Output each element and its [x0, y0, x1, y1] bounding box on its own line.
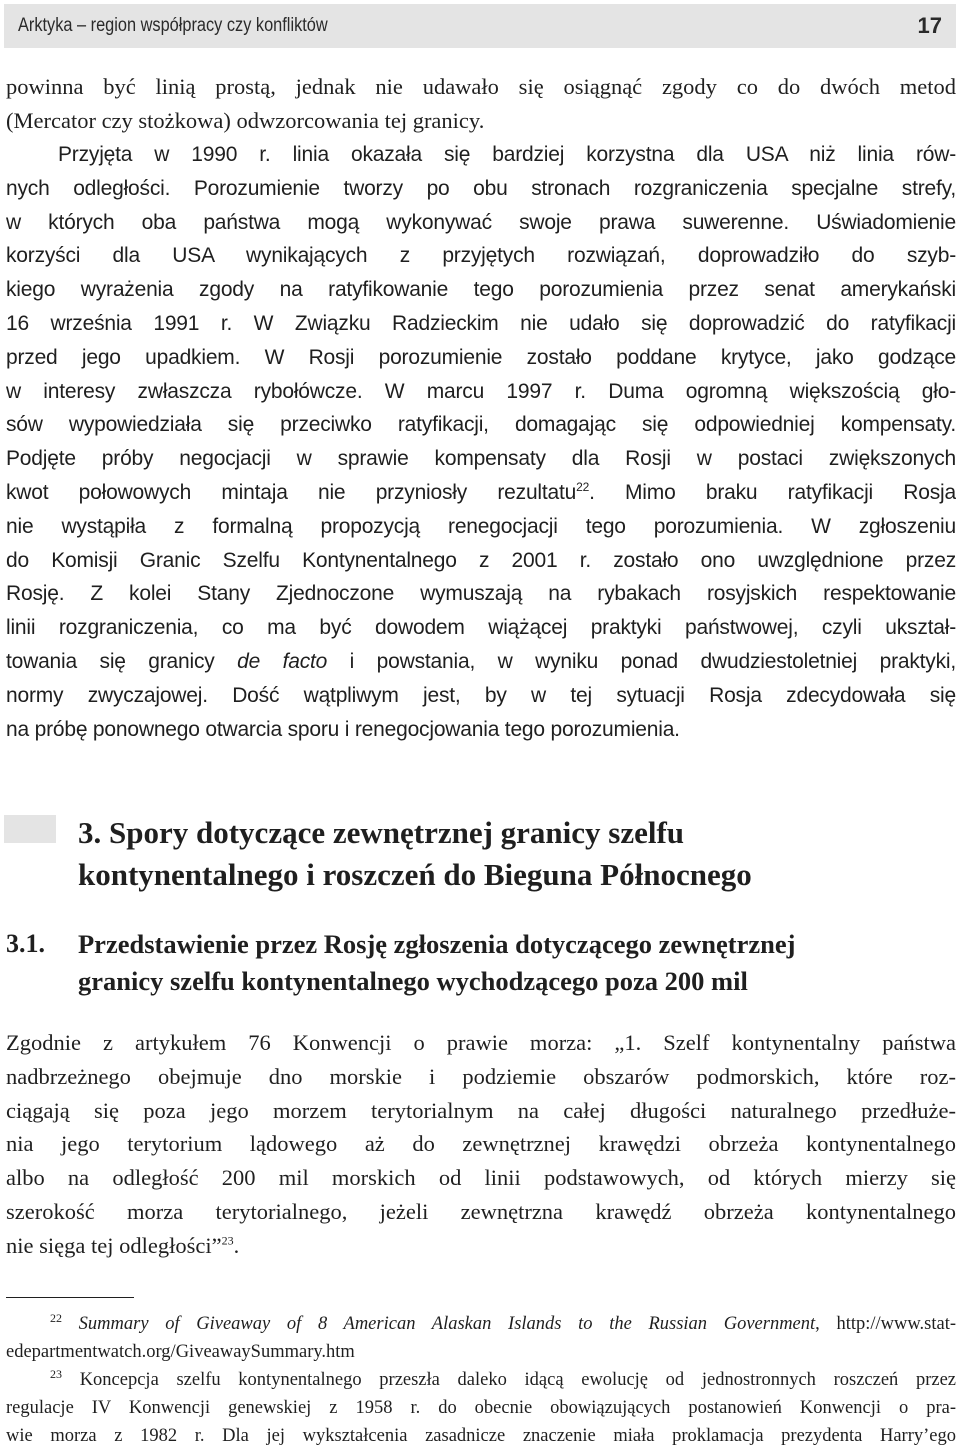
footnote-link[interactable]: edepartmentwatch.org/GiveawaySummary.htm [6, 1342, 355, 1362]
footnote-ref-22[interactable]: 22 [576, 479, 590, 494]
heading-line: 3. Spory dotyczące zewnętrznej granicy szelfu [78, 815, 685, 850]
text-line [6, 1229, 956, 1263]
text-line: nie wystąpiła z formalną propozycją renegocjacji tego porozumienia. W zgłoszeniu [6, 514, 956, 538]
text-line: 16 września 1991 r. W Związku Radzieckim nie udało się doprowadzić do ratyfikacji [6, 311, 956, 335]
footnote-line: regulacje IV Konwencji genewskiej z 1958 r. do obecnie obowiązujących postanowień Konwencji o pra- [6, 1398, 956, 1418]
text-line: normy zwyczajowej. Dość wątpliwym jest, by w tej sytuacji Rosja zdecydowała się [6, 683, 956, 707]
text-line: Rosję. Z kolei Stany Zjednoczone wymuszają na rybakach rosyjskich respektowanie [6, 582, 956, 606]
text-line [6, 645, 956, 679]
footnote-23 [6, 1366, 956, 1450]
text-fragment: . [233, 1232, 240, 1258]
text-line: Podjęte próby negocjacji w sprawie kompensaty dla Rosji w postaci zwiększonych [6, 447, 956, 471]
paragraph-2 [6, 138, 956, 746]
text-line: Przyjęta w 1990 r. linia okazała się bardziej korzystna dla USA niż linia rów- [58, 143, 956, 166]
text-line: Zgodnie z artykułem 76 Konwencji o prawie morza: „1. Szelf kontynentalny państwa [6, 1030, 956, 1055]
text-line: przed jego upadkiem. W Rosji porozumienie zostało poddane krytyce, jako godzące [6, 345, 956, 369]
section-marker [4, 815, 56, 843]
section-3-1-number: 3.1. [6, 929, 45, 958]
running-header [4, 4, 956, 48]
text-line: (Mercator czy stożkowa) odwzorcowania tej granicy. [6, 107, 485, 133]
text-line: w interesy zwłaszcza rybołówcze. W marcu 1997 r. Duma ogromną większością gło- [6, 379, 956, 403]
text-line: albo na odległość 200 mil morskich od linii podstawowych, od których mierzy się [6, 1165, 956, 1191]
text-line: ciągają się poza jego morzem terytorialnym na całej długości naturalnego przedłuże- [6, 1097, 956, 1123]
text-line: linii rozgraniczenia, co ma być dowodem wiążącej praktyki państwowej, czyli ukształ- [6, 616, 956, 640]
footnote-number: 22 [50, 1310, 62, 1325]
footnote-text: Koncepcja szelfu kontynentalnego przeszła daleko idącą ewolucję od jednostronnych roszczeń przez [79, 1370, 956, 1390]
text-line: w których oba państwa mogą wykonywać swoje prawa suwerenne. Uświadomienie [6, 210, 956, 234]
heading-line: kontynentalnego i roszczeń do Bieguna Północnego [78, 857, 752, 892]
text-line: korzyści dla USA wynikających z przyjętych rozwiązań, doprowadziło do szyb- [6, 244, 956, 268]
running-header-title: Arktyka – region współpracy czy konfliktów [18, 15, 328, 36]
italic-term: de facto [237, 649, 328, 673]
heading-line: Przedstawienie przez Rosję zgłoszenia dotyczącego zewnętrznej [78, 929, 796, 959]
section-3-1-heading [78, 926, 795, 1000]
footnote-22 [6, 1310, 956, 1366]
text-line: nych odległości. Porozumienie tworzy po obu stronach rozgraniczenia specjalne strefy, [6, 176, 956, 200]
footnote-line [6, 1310, 956, 1338]
footnote-ref-23[interactable]: 23 [221, 1233, 234, 1248]
footnote-title: Summary of Giveaway of 8 American Alaskan Islands to the Russian Government [78, 1314, 816, 1334]
text-fragment: nie sięga tej odległości” [6, 1232, 222, 1258]
text-line: do Komisji Granic Szelfu Kontynentalnego z 2001 r. zostało ono uwzględnione przez [6, 548, 956, 572]
text-line: nadbrzeżnego obejmuje dno morskie i podziemie obszarów podmorskich, które roz- [6, 1063, 956, 1089]
footnote-line [6, 1366, 956, 1394]
text-fragment: kwot połowowych mintaja nie przyniosły rezultatu [6, 480, 577, 504]
section-3-heading [78, 812, 752, 896]
text-line [6, 476, 956, 510]
paragraph-3 [6, 1026, 956, 1263]
heading-line: granicy szelfu kontynentalnego wychodzącego poza 200 mil [78, 966, 748, 996]
paragraph-1 [6, 70, 956, 138]
text-line: na próbę ponownego otwarcia sporu i renegocjowania tego porozumienia. [6, 717, 680, 741]
footnote-line: wie morza z 1982 r. Dla jej wykształcenia zasadnicze znaczenie miała proklamacja prezydenta Harry’ego [6, 1426, 956, 1446]
text-fragment: i powstania, w wyniku ponad dwudziestoletniej praktyki, [327, 649, 956, 673]
text-line: sów wypowiedziała się przeciwko ratyfikacji, domagając się odpowiedniej kompensaty. [6, 413, 956, 437]
footnote-number: 23 [50, 1366, 62, 1381]
text-fragment: . Mimo braku ratyfikacji Rosja [589, 480, 956, 504]
text-line: nia jego terytorium lądowego aż do zewnętrznej krawędzi obrzeża kontynentalnego [6, 1131, 956, 1157]
text-line: powinna być linią prostą, jednak nie udawało się osiągnąć zgody co do dwóch metod [6, 74, 956, 99]
page-number: 17 [917, 13, 942, 38]
footnote-separator [6, 1297, 134, 1298]
footnote-link[interactable]: , http://www.stat- [815, 1314, 956, 1334]
text-line: szerokość morza terytorialnego, jeżeli zewnętrzna krawędź obrzeża kontynentalnego [6, 1198, 956, 1224]
text-fragment: towania się granicy [6, 649, 238, 673]
text-line: kiego wyrażenia zgody na ratyfikowanie tego porozumienia przez senat amerykański [6, 278, 956, 302]
